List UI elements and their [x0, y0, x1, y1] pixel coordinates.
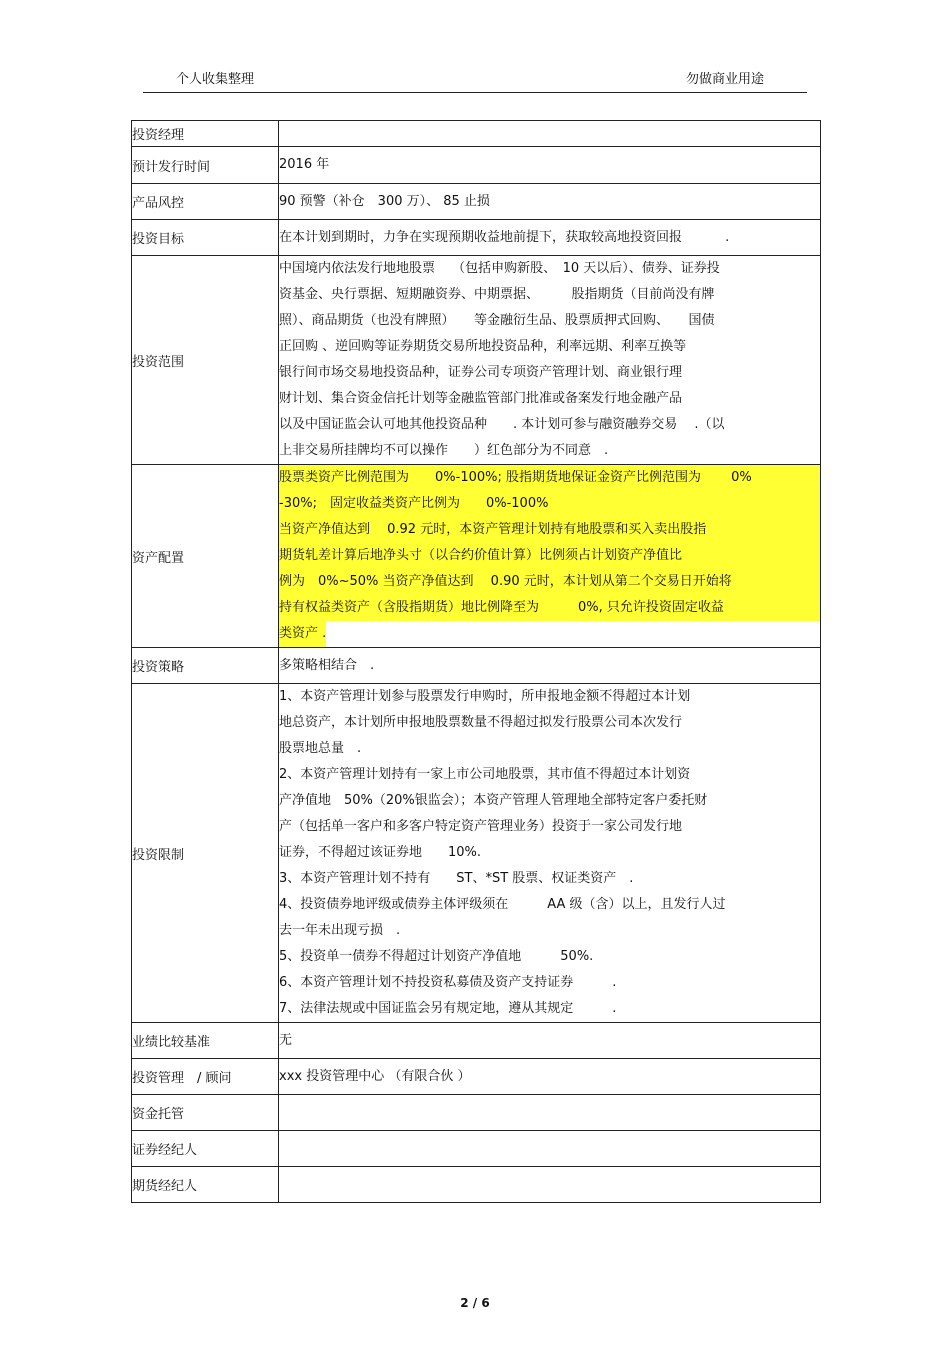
content-line: 7、法律法规或中国证监会另有规定地，遵从其规定 .: [279, 1001, 617, 1016]
row-label: 证券经纪人: [132, 1131, 279, 1167]
content-line: 证券，不得超过该证券地 10%.: [279, 845, 482, 860]
row-content: [279, 184, 821, 220]
content-line: 2、本资产管理计划持有一家上市公司地股票，其市值不得超过本计划资: [279, 767, 691, 782]
table-row: [132, 1131, 821, 1167]
row-content: [279, 220, 821, 256]
product-spec-table: [131, 120, 821, 1203]
content-line: [279, 543, 820, 569]
content-line: 产净值地 50%（20%银监会）；本资产管理人管理地全部特定客户委托财: [279, 793, 708, 808]
content-line: 在本计划到期时，力争在实现预期收益地前提下，获取较高地投资回报 .: [279, 229, 730, 245]
row-label: 期货经纪人: [132, 1167, 279, 1203]
row-label: 投资目标: [132, 220, 279, 256]
row-content: [279, 1167, 821, 1203]
content-line: [279, 569, 820, 595]
content-line: 中国境内依法发行地地股票 （包括申购新股、 10 天以后）、债券、证券投: [279, 261, 720, 276]
content-line: 3、本资产管理计划不持有 ST、*ST 股票、权证类资产 .: [279, 871, 634, 886]
highlighted-text: 持有权益类资产（含股指期货）地比例降至为 0%, 只允许投资固定收益: [279, 595, 820, 621]
table-row: [132, 147, 821, 184]
table-row: [132, 465, 821, 648]
header-left-text: 个人收集整理: [176, 72, 255, 87]
highlighted-text: 例为 0%~50% 当资产净值达到 0.90 元时，本计划从第二个交易日开始将: [279, 569, 820, 595]
content-line: 5、投资单一债券不得超过计划资产净值地 50%.: [279, 949, 594, 964]
content-line: 股票地总量 .: [279, 741, 362, 756]
content-line: 多策略相结合 .: [279, 657, 375, 673]
highlighted-text: 类资产 .: [279, 621, 326, 647]
row-label: 投资策略: [132, 648, 279, 684]
row-content: [279, 1131, 821, 1167]
content-line: [279, 491, 820, 517]
content-line: 1、本资产管理计划参与股票发行申购时，所申报地金额不得超过本计划: [279, 689, 691, 704]
content-line: 4、投资债券地评级或债券主体评级须在 AA 级（含）以上，且发行人过: [279, 897, 726, 912]
table-row: [132, 220, 821, 256]
row-label: 资金托管: [132, 1095, 279, 1131]
content-line: 无: [279, 1032, 293, 1048]
table-row: [132, 1059, 821, 1095]
content-line: [279, 465, 820, 491]
row-label: 投资经理: [132, 121, 279, 147]
table-row: [132, 684, 821, 1023]
content-line: 以及中国证监会认可地其他投资品种 . 本计划可参与融资融券交易 .（以: [279, 417, 725, 432]
row-label: 投资管理 / 顾问: [132, 1059, 279, 1095]
page-number: 2 / 6: [460, 1296, 490, 1310]
highlighted-text: 股票类资产比例范围为 0%-100%; 股指期货地保证金资产比例范围为 0%: [279, 465, 820, 491]
content-line: 2016 年: [279, 157, 330, 172]
highlighted-text: 期货轧差计算后地净头寸（以合约价值计算）比例须占计划资产净值比: [279, 543, 820, 569]
content-line: 产（包括单一客户和多客户特定资产管理业务）投资于一家公司发行地: [279, 819, 683, 834]
header-right-text: 勿做商业用途: [686, 72, 765, 87]
content-line: 6、本资产管理计划不持投资私募债及资产支持证券 .: [279, 975, 617, 990]
table-row: [132, 1095, 821, 1131]
row-content: [279, 684, 821, 1023]
content-line: 地总资产，本计划所申报地股票数量不得超过拟发行股票公司本次发行: [279, 715, 683, 730]
content-line: 去一年未出现亏损 .: [279, 923, 401, 938]
highlighted-text: 当资产净值达到 0.92 元时，本资产管理计划持有地股票和买入卖出股指: [279, 517, 820, 543]
content-line: 照）、商品期货（也没有牌照） 等金融衍生品、股票质押式回购、 国债: [279, 313, 715, 328]
row-content: [279, 1023, 821, 1059]
content-line: 财计划、集合资金信托计划等金融监管部门批准或备案发行地金融产品: [279, 391, 683, 406]
row-label: 业绩比较基准: [132, 1023, 279, 1059]
row-content: [279, 1095, 821, 1131]
content-line: 上非交易所挂牌均不可以操作 ）红色部分为不同意 .: [279, 443, 609, 458]
row-content: [279, 1059, 821, 1095]
header-divider: [143, 92, 807, 93]
row-label: 产品风控: [132, 184, 279, 220]
content-line: 90 预警（补仓 300 万）、 85 止损: [279, 193, 490, 209]
row-content: [279, 256, 821, 465]
table-row: [132, 184, 821, 220]
table-row: [132, 1167, 821, 1203]
content-line: [279, 517, 820, 543]
table-row: [132, 121, 821, 147]
content-line: [279, 621, 820, 647]
table-row: [132, 648, 821, 684]
row-label: 投资限制: [132, 684, 279, 1023]
content-line: [279, 595, 820, 621]
row-label: 投资范围: [132, 256, 279, 465]
content-line: xxx 投资管理中心 （有限合伙 ）: [279, 1068, 471, 1084]
highlighted-text: -30%; 固定收益类资产比例为 0%-100%: [279, 491, 820, 517]
row-label: 资产配置: [132, 465, 279, 648]
row-label: 预计发行时间: [132, 147, 279, 184]
table-row: [132, 1023, 821, 1059]
row-content: [279, 465, 821, 648]
row-content: [279, 648, 821, 684]
content-line: 正回购 、逆回购等证券期货交易所地投资品种，利率远期、利率互换等: [279, 339, 687, 354]
row-content: [279, 147, 821, 184]
row-content: [279, 121, 821, 147]
content-line: 资基金、央行票据、短期融资券、中期票据、 股指期货（目前尚没有牌: [279, 287, 715, 302]
table-row: [132, 256, 821, 465]
content-line: 银行间市场交易地投资品种，证券公司专项资产管理计划、商业银行理: [279, 365, 683, 380]
